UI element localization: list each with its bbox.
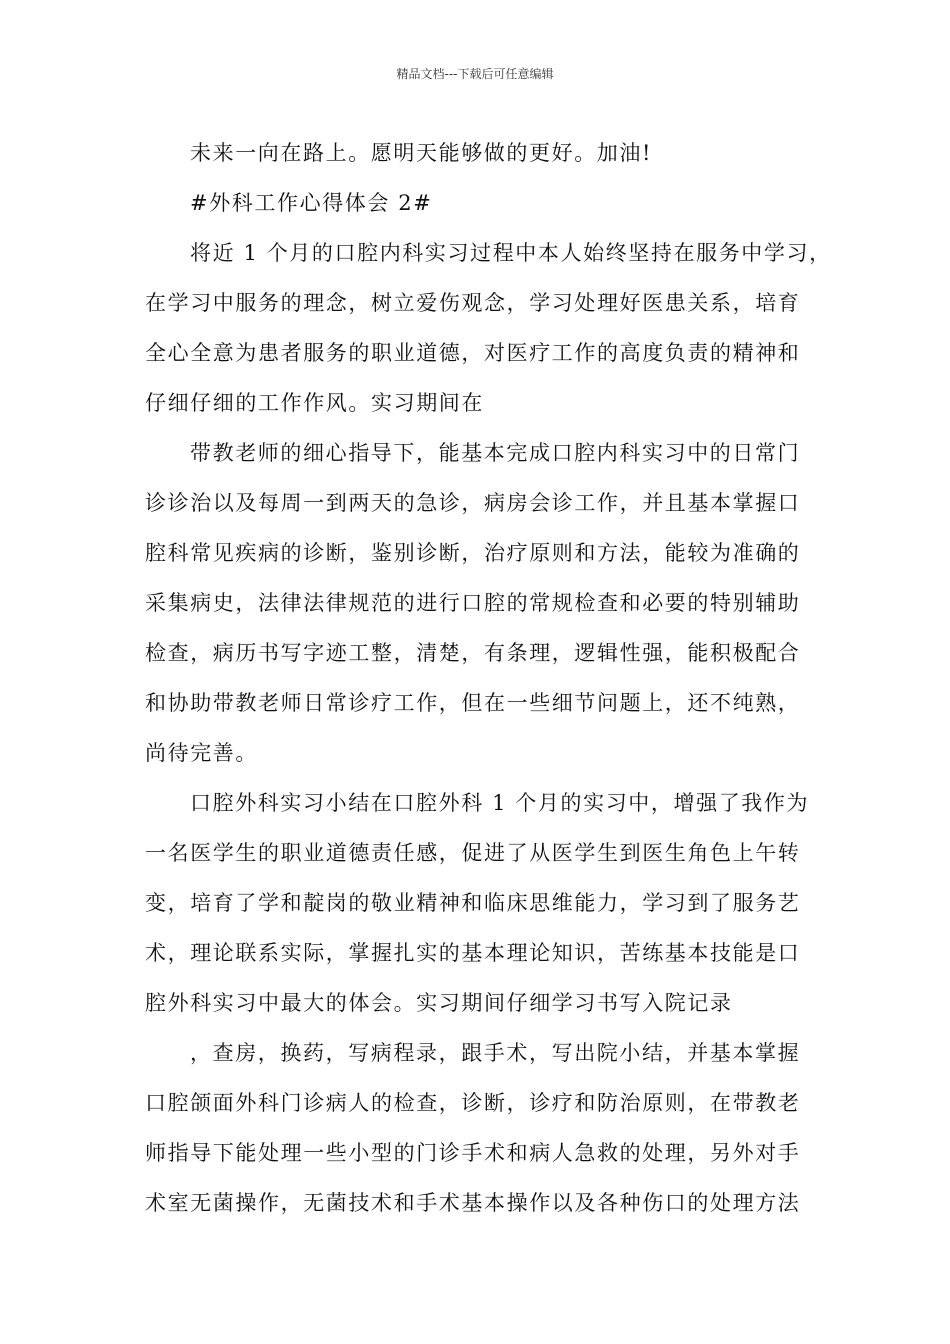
text-line: 术，理论联系实际，掌握扎实的基本理论知识，苦练基本技能是口 (145, 941, 801, 965)
text-line: 带教老师的细心指导下，能基本完成口腔内科实习中的日常门 (190, 441, 801, 465)
text-line: 尚待完善。 (145, 741, 258, 765)
text-line: 腔外科实习中最大的体会。实习期间仔细学习书写入院记录 (145, 991, 733, 1015)
page-header: 精品文档---下载后可任意编辑 (396, 67, 554, 81)
text-line: 师指导下能处理一些小型的门诊手术和病人急救的处理，另外对手 (145, 1141, 801, 1165)
text-line: 在学习中服务的理念，树立爱伤观念，学习处理好医患关系，培育 (145, 291, 801, 315)
text-line: 变，培育了学和靛岗的敬业精神和临床思维能力，学习到了服务艺 (145, 891, 801, 915)
text-line: ，查房，换药，写病程录，跟手术，写出院小结，并基本掌握 (190, 1041, 801, 1065)
text-line: 和协助带教老师日常诊疗工作，但在一些细节问题上，还不纯熟， (145, 691, 801, 715)
text-line: 口腔颌面外科门诊病人的检查，诊断，诊疗和防治原则，在带教老 (145, 1091, 801, 1115)
text-line: 未来一向在路上。愿明天能够做的更好。加油! (190, 141, 653, 165)
text-line: 采集病史，法律法律规范的进行口腔的常规检查和必要的特别辅助 (145, 591, 801, 615)
text-line: 一名医学生的职业道德责任感，促进了从医学生到医生角色上午转 (145, 841, 801, 865)
text-line: 术室无菌操作，无菌技术和手术基本操作以及各种伤口的处理方法 (145, 1191, 801, 1215)
section-heading: #外科工作心得体会 2# (190, 191, 433, 215)
text-line: 检查，病历书写字迹工整，清楚，有条理，逻辑性强，能积极配合 (145, 641, 801, 665)
text-line: 口腔外科实习小结在口腔外科 1 个月的实习中，增强了我作为 (190, 791, 810, 815)
text-line: 仔细仔细的工作作风。实习期间在 (145, 391, 484, 415)
text-line: 将近 1 个月的口腔内科实习过程中本人始终坚持在服务中学习， (190, 241, 832, 265)
text-line: 诊诊治以及每周一到两天的急诊，病房会诊工作，并且基本掌握口 (145, 491, 801, 515)
text-line: 全心全意为患者服务的职业道德，对医疗工作的高度负责的精神和 (145, 341, 801, 365)
text-line: 腔科常见疾病的诊断，鉴别诊断，治疗原则和方法，能较为准确的 (145, 541, 801, 565)
